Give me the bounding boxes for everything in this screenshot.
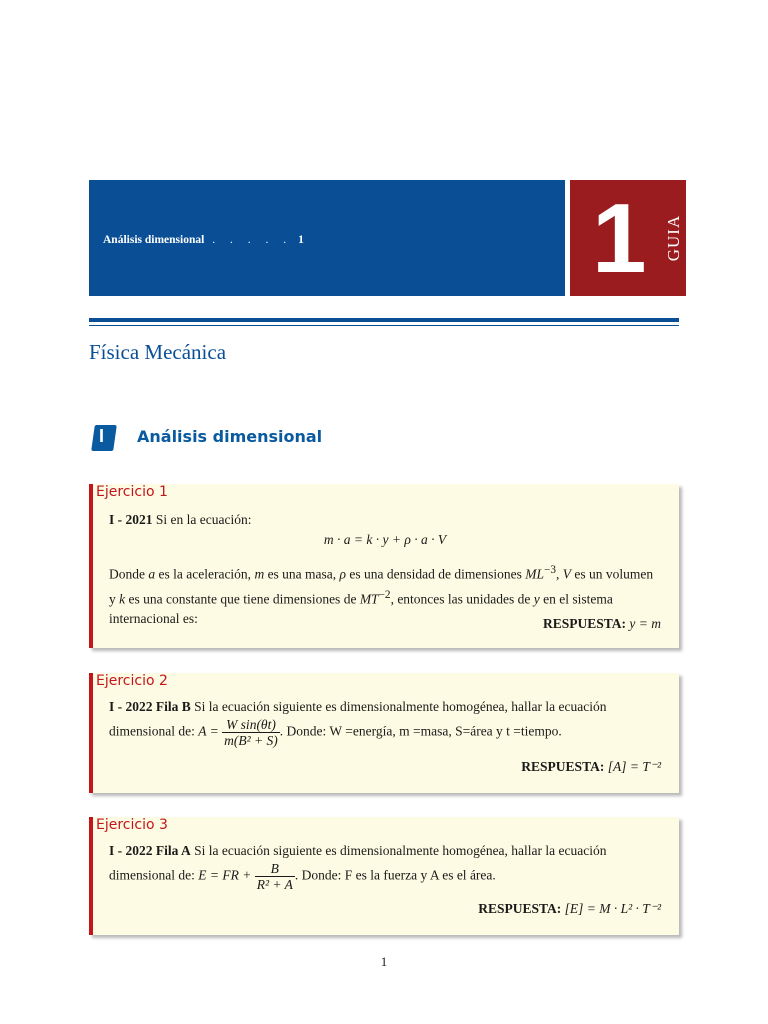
section-number: I	[99, 426, 105, 446]
exercise-box-3	[89, 817, 679, 935]
chapter-number: 1	[592, 183, 647, 293]
exercise-fraction: $\frac{\text{W sin(θt)}}{\text{m(B² + S)}}$	[224, 717, 278, 748]
toc-dots: . . . . .	[212, 234, 293, 246]
exercise-answer: RESPUESTA: [E] = M · L² · T⁻²	[478, 901, 661, 916]
exercise-box-2	[89, 673, 679, 793]
exercise-box-1	[89, 484, 679, 648]
exercise-statement: Donde a es la aceleración, m es una masa, ρ es una densidad de dimensiones $ML^{-3}$, V es un volumen y k es una constante que tiene dimensiones de $MT^{-2}$, entonces las unidades de y en el sistema internacional es:	[109, 564, 654, 626]
section-title: Análisis dimensional	[137, 427, 323, 446]
exercise-answer: RESPUESTA: y = m	[542, 616, 661, 631]
chapter-number-box	[570, 180, 686, 296]
chapter-label: GUIA	[664, 214, 683, 262]
exercise-label: Ejercicio 3	[96, 817, 168, 833]
exercise-intro: I - 2021 Si en la ecuación:	[109, 512, 252, 527]
exercise-body	[109, 697, 661, 748]
chapter-header-banner	[89, 180, 565, 296]
exercise-answer: RESPUESTA: [A] = T⁻²	[521, 759, 661, 774]
exercise-statement: I - 2022 Fila A Si la ecuación siguiente es dimensionalmente homogénea, hallar la ecuación dimensional de: E = FR + $\frac{B}{\text{R² + A}}$ . Donde: F es la fuerza y A es el área.	[109, 843, 607, 892]
exercise-body	[109, 841, 661, 892]
exercise-body	[109, 510, 661, 629]
exercise-label: Ejercicio 1	[96, 484, 168, 500]
document-title: Física Mecánica	[89, 340, 227, 364]
title-rule-thick	[89, 318, 679, 322]
exercise-fraction: $\frac{B}{\text{R² + A}}$	[256, 861, 293, 892]
toc-page-number: 1	[298, 234, 304, 246]
toc-entry-title: Análisis dimensional	[103, 234, 205, 246]
exercise-equation: m · a = k · y + ρ · a · V	[323, 532, 447, 547]
toc-entry[interactable]	[103, 234, 304, 246]
title-rule-thin	[89, 325, 679, 326]
exercise-statement: I - 2022 Fila B Si la ecuación siguiente es dimensionalmente homogénea, hallar la ecuación dimensional de: A = $\frac{\text{W sin(θt)}}{\text{m(B² + S)}}$ . Donde: W =energía, m =masa, S=área y t =tiempo.	[109, 699, 607, 748]
page-number: 1	[380, 954, 388, 969]
exercise-label: Ejercicio 2	[96, 673, 168, 689]
